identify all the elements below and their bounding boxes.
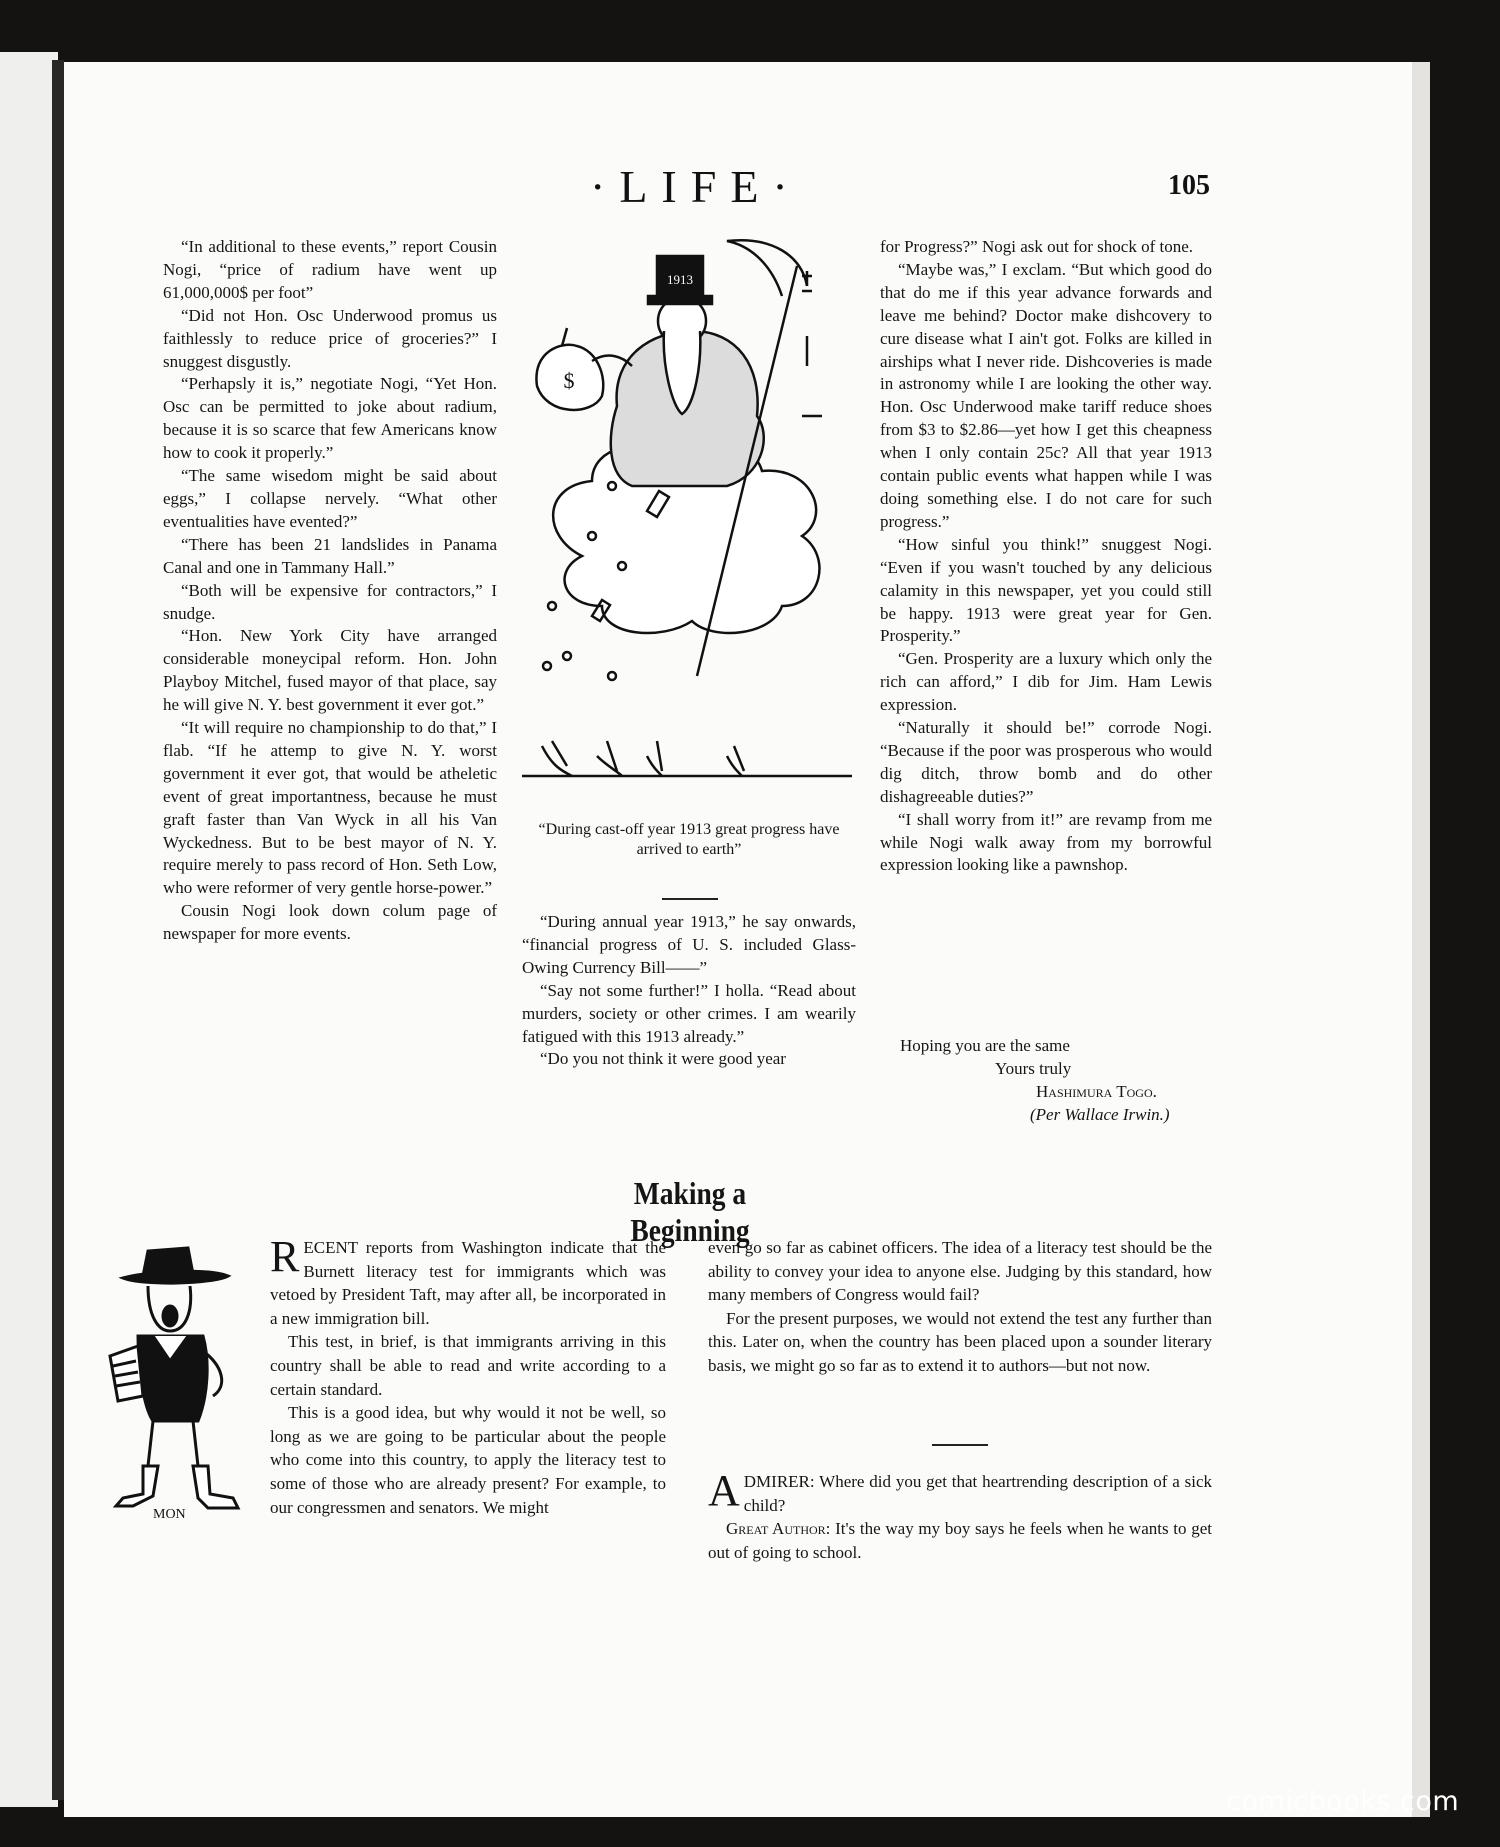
drop-cap: A: [708, 1466, 740, 1515]
column-3: [880, 236, 1212, 877]
paragraph: “There has been 21 landslides in Panama Canal and one in Tammany Hall.”: [163, 534, 497, 577]
paragraph: “Maybe was,” I exclam. “But which good do that do me if this year advance forwards and leave me behind? Doctor make dishcovery to cure disease what I ain't got. Folks are killed in airships what I never ride. Dishcoveries is made in astronomy while I are looking the other way. Hon. Osc Underwood make tariff reduce shoes from $3 to $2.86—yet how I get this cheapness when I only contain 25c? All that year 1913 contain public events what happen while I was doing something else. I do not care for such progress.”: [880, 259, 1212, 531]
article-headline: Making a Beginning: [630, 1175, 750, 1248]
site-watermark: comicbooks.com: [1226, 1786, 1460, 1817]
section-divider-rule: [932, 1444, 988, 1446]
joke-speaker: Great Author:: [726, 1519, 831, 1539]
bag-symbol: $: [563, 368, 575, 393]
page-number: 105: [1168, 170, 1210, 201]
article-column-2: [708, 1236, 1212, 1378]
paragraph: This test, in brief, is that immigrants arriving in this country shall be able to read and write according to a certain standard.: [270, 1332, 666, 1399]
paragraph: “During annual year 1913,” he say onwards, “financial progress of U. S. included Glass-Owing Currency Bill——”: [522, 912, 856, 977]
paragraph: “Gen. Prosperity are a luxury which only the rich can afford,” I dib for Jim. Ham Lewis expression.: [880, 649, 1212, 715]
paragraph: “I shall worry from it!” are revamp from me while Nogi walk away from my borrowful expression looking like a pawnshop.: [880, 809, 1212, 875]
joke-line-2: It's the way my boy says he feels when he wants to get out of going to school.: [708, 1519, 1213, 1562]
paragraph: even go so far as cabinet officers. The idea of a literacy test should be the ability to convey your idea to anyone else. Judging by this standard, how many members of Congress would fail?: [708, 1238, 1212, 1305]
paragraph: “Both will be expensive for contractors,” I snudge.: [163, 580, 497, 623]
paragraph: “In additional to these events,” report Cousin Nogi, “price of radium have went up 61,000,000$ per foot”: [163, 237, 497, 302]
signoff-closing: Hoping you are the same: [900, 1036, 1070, 1055]
joke-line-1: DMIRER: Where did you get that heartrending description of a sick child?: [743, 1472, 1212, 1515]
paragraph: ECENT reports from Washington indicate that the Burnett literacy test for immigrants which was vetoed by President Taft, may after all, be incorporated in a new immigration bill.: [270, 1238, 666, 1328]
signoff-yours: Yours truly: [995, 1059, 1072, 1078]
page-edge-shadow: [1412, 62, 1430, 1817]
column-2: [522, 911, 856, 1071]
paragraph: “Hon. New York City have arranged considerable moneycipal reform. Hon. John Playboy Mitchel, fused mayor of that place, say he will give N. Y. best government it ever got.”: [163, 626, 497, 715]
masthead: ·LIFE·: [590, 161, 802, 212]
paragraph: “How sinful you think!” snuggest Nogi. “Even if you wasn't touched by any delicious calamity in this newspaper, yet you could still be happy. 1913 were great year for Gen. Prosperity.”: [880, 534, 1212, 646]
hat-label: 1913: [667, 272, 693, 287]
cartoon-caption: “During cast-off year 1913 great progress have arrived to earth”: [538, 821, 840, 858]
facing-page-edge: [0, 52, 58, 1807]
column-1: [163, 236, 497, 946]
paragraph: for Progress?” Nogi ask out for shock of tone.: [880, 237, 1194, 256]
paragraph: For the present purposes, we would not extend the test any further than this. Later on, when the country has been placed upon a sounder literary basis, we might go so far as to extend it to authors—but not now.: [708, 1308, 1212, 1375]
article-column-1: [270, 1232, 666, 1519]
paragraph: Cousin Nogi look down colum page of newspaper for more events.: [163, 901, 497, 944]
paragraph: This is a good idea, but why would it not be well, so long as we are going to be particular about the people who come into this country, to apply the literacy test to some of those who are already present? For example, to our congressmen and senators. We might: [270, 1403, 666, 1517]
paragraph: “Do you not think it were good year: [540, 1049, 786, 1069]
illustrator-mark: MON: [153, 1507, 186, 1522]
signoff-credit: (Per Wallace Irwin.): [1030, 1105, 1170, 1124]
signoff-author: Hashimura Togo.: [1036, 1082, 1157, 1101]
paragraph: “Naturally it should be!” corrode Nogi. “Because if the poor was prosperous who would dig ditch, throw bomb and do other dishagreeable duties?”: [880, 718, 1212, 806]
joke-block: [708, 1466, 1213, 1564]
paragraph: “Did not Hon. Osc Underwood promus us faithlessly to reduce price of groceries?” I snuggest disgustly.: [163, 305, 497, 371]
pilgrim-illustration: [98, 1236, 258, 1536]
paragraph: “The same wisedom might be said about eggs,” I collapse nervely. “What other eventualities have evented?”: [163, 466, 497, 531]
drop-cap: R: [270, 1232, 300, 1281]
cartoon-illustration: [522, 236, 856, 806]
paragraph: “Perhapsly it is,” negotiate Nogi, “Yet Hon. Osc can be permitted to joke about radium, because it is so scarce that few Americans know how to cook it properly.”: [163, 374, 497, 463]
paragraph: “Say not some further!” I holla. “Read about murders, society or other crimes. I am wearily fatigued with this 1913 already.”: [522, 980, 856, 1046]
column-divider-rule: [662, 898, 718, 900]
book-gutter: [52, 60, 64, 1800]
paragraph: “It will require no championship to do that,” I flab. “If he attemp to give N. Y. worst government it ever got, that would be atheletic event of great importantness, because he must graft faster than Van Wyck in all his Van Wyckedness. But to be best mayor of N. Y. require merely to pass record of Hon. Seth Low, who were reformer of very gentle horse-power.”: [163, 718, 497, 898]
